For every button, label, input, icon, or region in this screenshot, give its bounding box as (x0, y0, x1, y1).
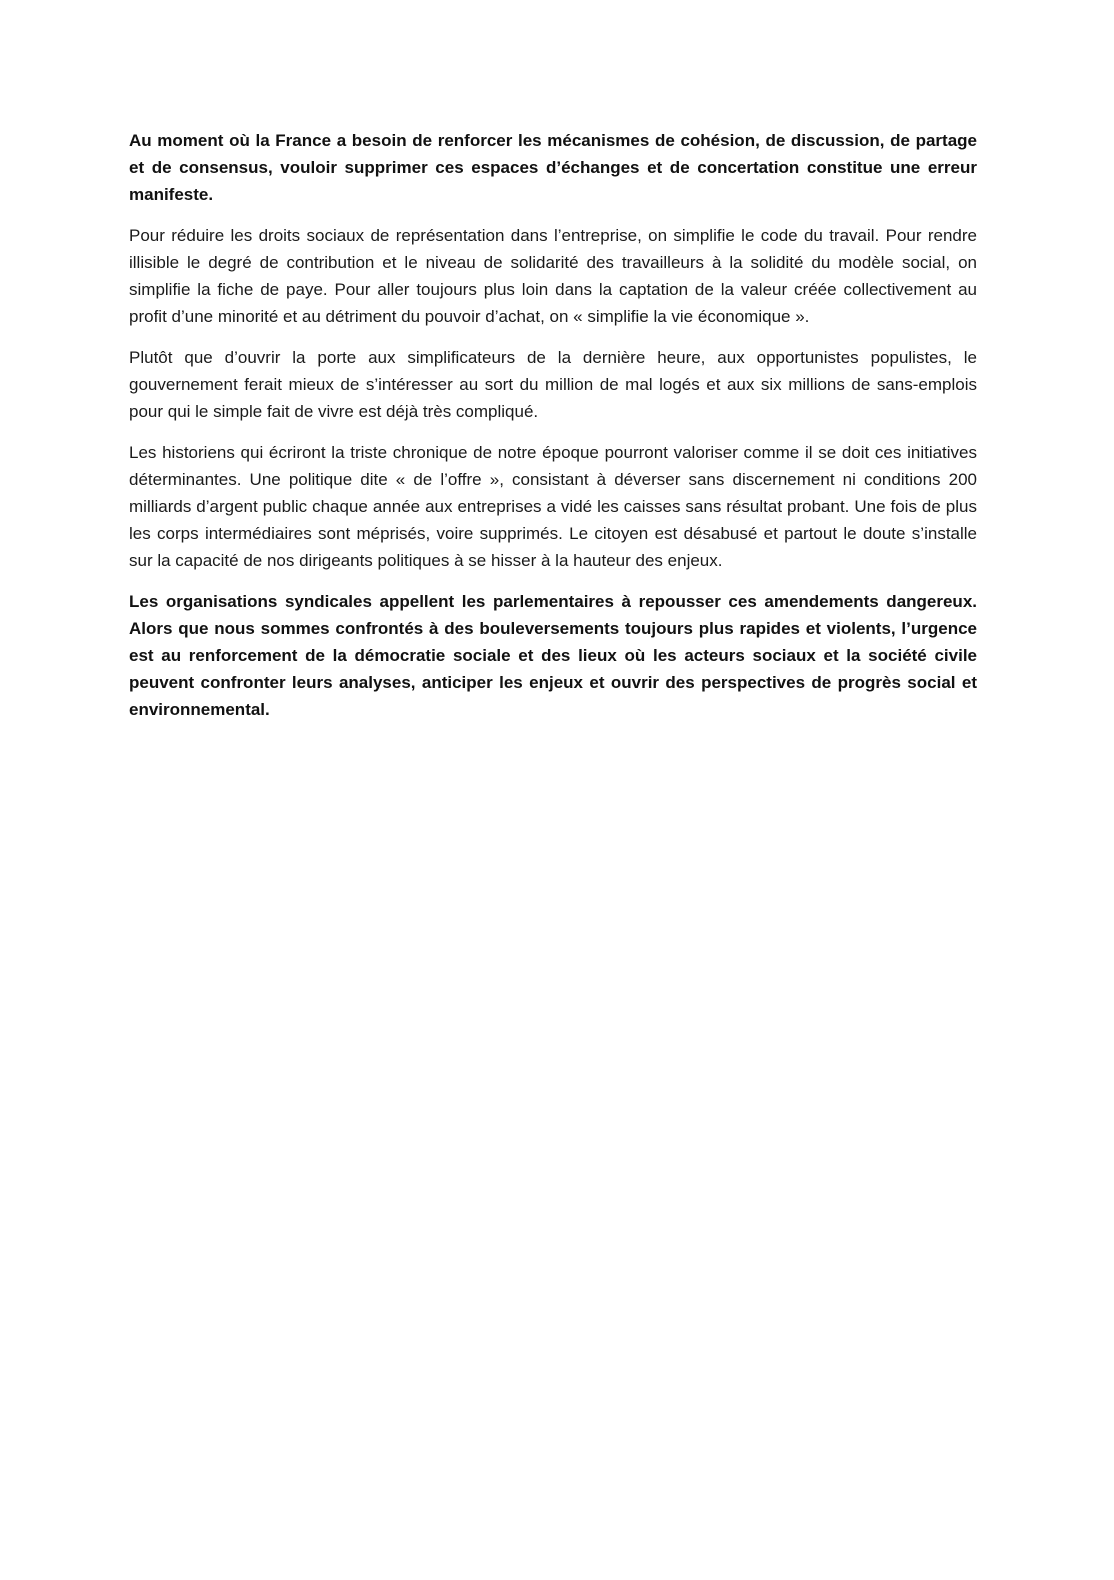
paragraph-simplification: Pour réduire les droits sociaux de représentation dans l’entreprise, on simplifie le code du travail. Pour rendre illisible le degré de contribution et le niveau de solidarité des travailleurs à la solidité du modèle social, on simplifie la fiche de paye. Pour aller toujours plus loin dans la captation de la valeur créée collectivement au profit d’une minorité et au détriment du pouvoir d’achat, on « simplifie la vie économique ». (129, 226, 977, 326)
paragraph-intro: Au moment où la France a besoin de renforcer les mécanismes de cohésion, de discussion, de partage et de consensus, vouloir supprimer ces espaces d’échanges et de concertation constitue une erreur manifeste. (129, 131, 977, 204)
paragraph-historians: Les historiens qui écriront la triste chronique de notre époque pourront valoriser comme il se doit ces initiatives déterminantes. Une politique dite « de l’offre », consistant à déverser sans discernement ni conditions 200 milliards d’argent public chaque année aux entreprises a vidé les caisses sans résultat probant. Une fois de plus les corps intermédiaires sont méprisés, voire supprimés. Le citoyen est désabusé et partout le doute s’installe sur la capacité de nos dirigeants politiques à se hisser à la hauteur des enjeux. (129, 443, 977, 570)
document-body (129, 127, 977, 737)
paragraph-conclusion: Les organisations syndicales appellent les parlementaires à repousser ces amendements dangereux. Alors que nous sommes confrontés à des bouleversements toujours plus rapides et violents, l’urgence est au renforcement de la démocratie sociale et des lieux où les acteurs sociaux et la société civile peuvent confronter leurs analyses, anticiper les enjeux et ouvrir des perspectives de progrès social et environnemental. (129, 592, 977, 719)
paragraph-government: Plutôt que d’ouvrir la porte aux simplificateurs de la dernière heure, aux opportunistes populistes, le gouvernement ferait mieux de s’intéresser au sort du million de mal logés et aux six millions de sans-emplois pour qui le simple fait de vivre est déjà très compliqué. (129, 348, 977, 421)
